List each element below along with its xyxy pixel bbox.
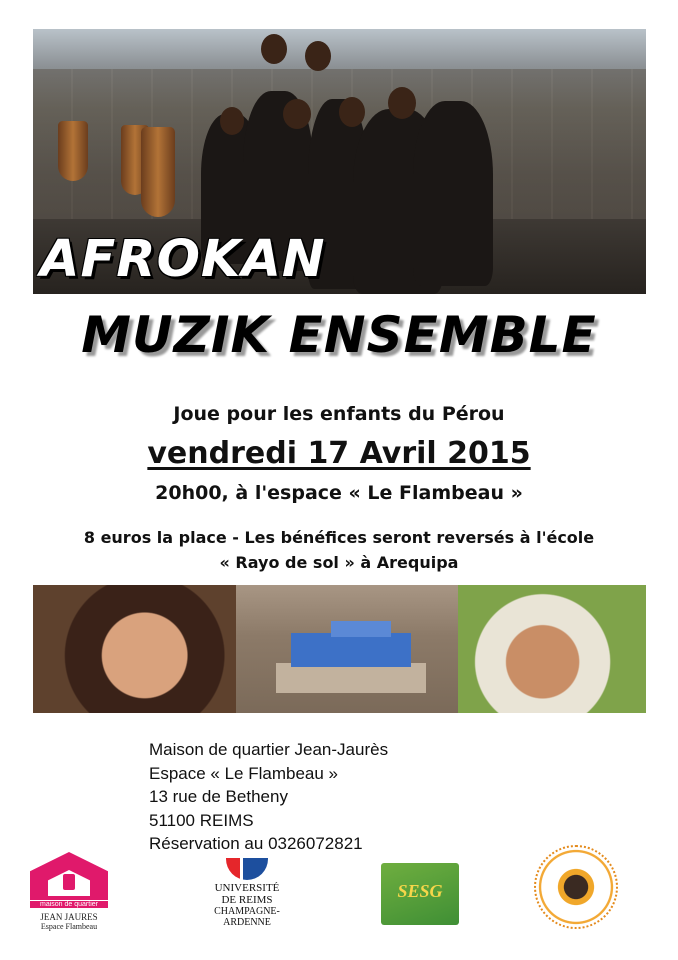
drum (58, 121, 88, 181)
photo-school-building (236, 585, 458, 713)
reservation-phone: Réservation au 0326072821 (149, 834, 363, 853)
musician-head (283, 99, 311, 129)
address-line: Maison de quartier Jean-Jaurès (149, 740, 389, 759)
logo-text: maison de quartier (30, 901, 108, 908)
logo-text: SESG (397, 881, 443, 901)
maison-quartier-logo (30, 852, 108, 932)
urca-shield-icon (226, 858, 268, 880)
logo-text: CHAMPAGNE-ARDENNE (214, 906, 280, 928)
musician (413, 101, 493, 286)
musician-head (388, 87, 416, 119)
sesg-logo (381, 863, 459, 925)
band-name-line2: MUZIK ENSEMBLE (81, 306, 597, 364)
sun-ring-icon (534, 845, 618, 929)
event-subtitle: Joue pour les enfants du Pérou (173, 403, 505, 425)
event-time-place: 20h00, à l'espace « Le Flambeau » (155, 482, 523, 504)
address-line: Espace « Le Flambeau » (149, 763, 339, 783)
band-name-line1: AFROKAN (40, 230, 326, 289)
photo-boy (458, 585, 646, 713)
universite-reims-logo (193, 858, 301, 928)
bambins-bidonvilles-logo (534, 845, 618, 929)
beneficiary-info: « Rayo de sol » à Arequipa (219, 553, 459, 572)
logo-text: JEAN JAURES (40, 912, 98, 922)
logo-text: DE REIMS (221, 894, 273, 906)
r-letter-mark (63, 874, 75, 890)
venue-address (149, 738, 509, 856)
photo-girl (33, 585, 236, 713)
blue-building (291, 633, 411, 667)
musician-head (339, 97, 365, 127)
blue-building-top (331, 621, 391, 637)
logo-text: UNIVERSITÉ (214, 882, 280, 894)
price-info: 8 euros la place - Les bénéfices seront reversés à l'école (83, 528, 595, 547)
musician-head (220, 107, 244, 135)
drum (141, 127, 175, 217)
musician-head (261, 34, 287, 64)
event-date: vendredi 17 Avril 2015 (147, 436, 531, 471)
address-line: 13 rue de Betheny (149, 787, 288, 806)
address-line: 51100 REIMS (149, 810, 254, 830)
yard (276, 663, 426, 693)
logo-text: Espace Flambeau (40, 922, 98, 931)
musician-head (305, 41, 331, 71)
